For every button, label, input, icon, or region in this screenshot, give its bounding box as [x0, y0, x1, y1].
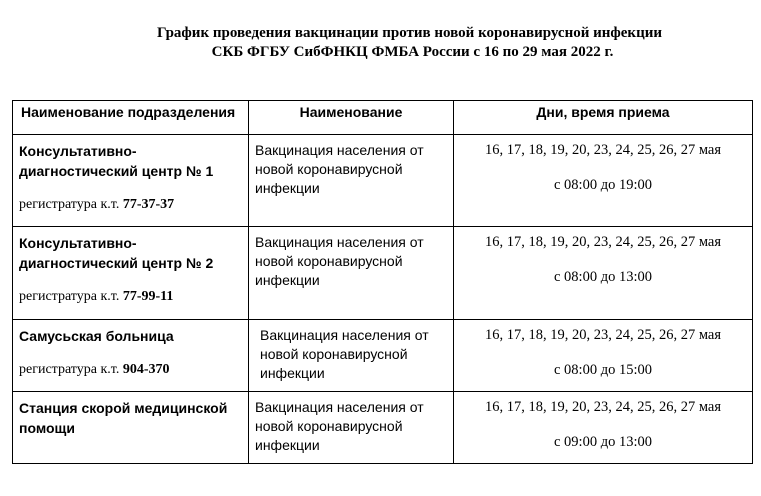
- dates: 16, 17, 18, 19, 20, 23, 24, 25, 26, 27 мая: [484, 142, 722, 158]
- department-name: Самусьская больница: [19, 328, 174, 344]
- department-cell: [13, 135, 249, 227]
- registry-info: [19, 195, 244, 215]
- document-title: [0, 24, 761, 62]
- days-cell: [454, 135, 753, 227]
- procedure-cell: Вакцинация населения от новой коронавирусной инфекции: [249, 135, 454, 227]
- header-name: Наименование: [249, 101, 454, 135]
- department-name: Консультативно-диагностический центр № 1: [19, 143, 214, 179]
- table-row: [13, 227, 753, 320]
- department-cell: [13, 227, 249, 320]
- procedure-cell: Вакцинация населения от новой коронавирусной инфекции: [249, 227, 454, 320]
- registry-phone: 77-37-37: [122, 197, 175, 212]
- department-name: Консультативно-диагностический центр № 2: [19, 235, 214, 271]
- department-cell: [13, 392, 249, 464]
- time: с 08:00 до 13:00: [554, 269, 652, 285]
- table-row: [13, 135, 753, 227]
- procedure-cell: Вакцинация населения от новой коронавирусной инфекции: [249, 320, 454, 392]
- registry-phone: 904-370: [122, 362, 170, 377]
- dates: 16, 17, 18, 19, 20, 23, 24, 25, 26, 27 мая: [484, 327, 722, 343]
- dates: 16, 17, 18, 19, 20, 23, 24, 25, 26, 27 мая: [484, 234, 722, 250]
- time: с 08:00 до 15:00: [554, 362, 652, 378]
- table-row: [13, 392, 753, 464]
- days-cell: [454, 320, 753, 392]
- procedure-cell: Вакцинация населения от новой коронавирусной инфекции: [249, 392, 454, 464]
- header-department: Наименование подразделения: [13, 101, 249, 135]
- table-header-row: [13, 101, 753, 135]
- days-cell: [454, 227, 753, 320]
- title-line-1: График проведения вакцинации против новой коронавирусной инфекции: [156, 25, 663, 41]
- days-cell: [454, 392, 753, 464]
- registry-phone: 77-99-11: [122, 289, 174, 304]
- header-days: Дни, время приема: [454, 101, 753, 135]
- table-row: [13, 320, 753, 392]
- department-cell: [13, 320, 249, 392]
- title-line-2: СКБ ФГБУ СибФНКЦ ФМБА России с 16 по 29 мая 2022 г.: [211, 44, 614, 60]
- registry-label: регистратура к.т.: [19, 197, 123, 212]
- registry-label: регистратура к.т.: [19, 289, 123, 304]
- department-name: Станция скорой медицинской помощи: [19, 400, 228, 436]
- dates: 16, 17, 18, 19, 20, 23, 24, 25, 26, 27 мая: [484, 399, 722, 415]
- time: с 09:00 до 13:00: [554, 434, 652, 450]
- registry-label: регистратура к.т.: [19, 362, 123, 377]
- time: с 08:00 до 19:00: [554, 177, 652, 193]
- vaccination-schedule-table: [12, 100, 753, 464]
- registry-info: [19, 287, 244, 307]
- registry-info: [19, 360, 244, 380]
